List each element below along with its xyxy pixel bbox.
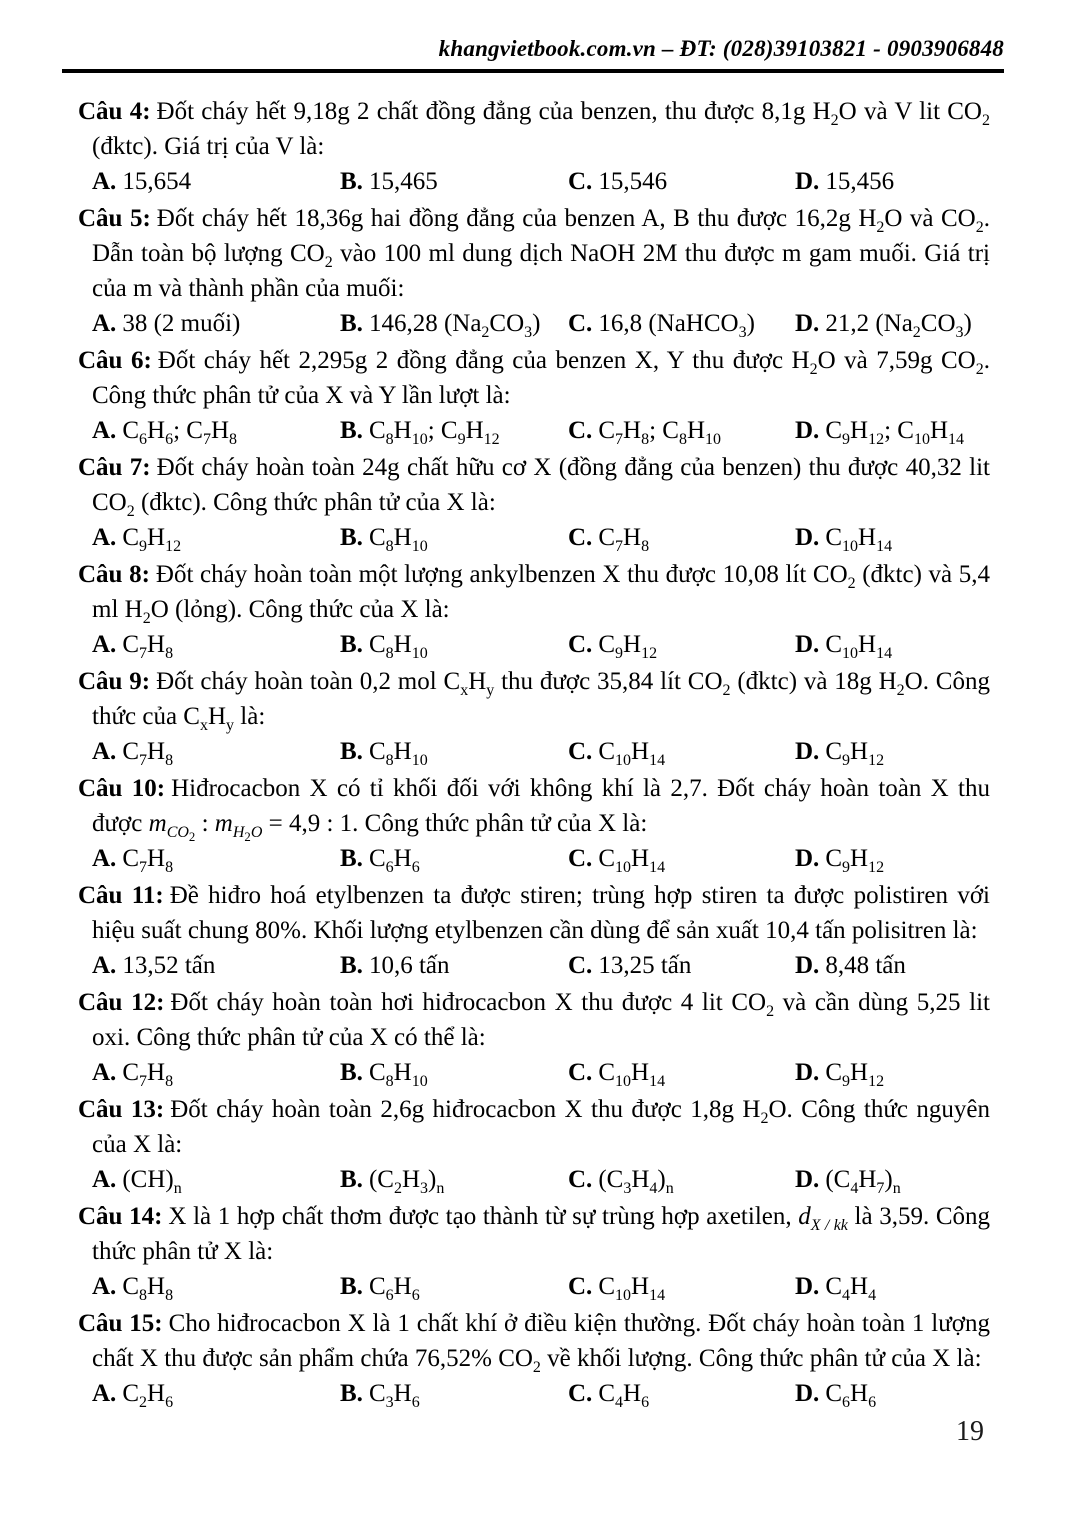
option-c [568,1055,795,1090]
option-d-letter: D. [795,310,820,337]
option-c-value: 13,25 tấn [598,952,692,979]
option-a-value: $C_7H_8$ [122,845,174,876]
option-b [340,164,568,199]
option-b [340,734,568,769]
option-a [92,1055,340,1090]
question-block [78,1306,990,1411]
option-a-value: $C_9H_{12}$ [122,524,182,555]
option-d-value: $C_{10}H_{14}$ [825,524,893,555]
question-block [78,878,990,983]
option-b-letter: B. [340,738,363,765]
option-b-letter: B. [340,845,363,872]
option-a-letter: A. [92,952,117,979]
question-block [78,557,990,662]
option-d-letter: D. [795,524,820,551]
question-text: Đốt cháy hoàn toàn hơi hiđrocacbon X thu được 4 lit $CO_2$ và cần dùng 5,25 lit oxi. Công thức phân tử của X có thể là: [92,989,990,1051]
options-row [78,734,990,769]
option-d [795,413,990,448]
question-paragraph [78,201,990,306]
option-c-letter: C. [568,845,593,872]
option-b [340,1269,568,1304]
options-row [78,1055,990,1090]
option-b-letter: B. [340,417,363,444]
option-c-value: $C_7H_8$; $C_8H_{10}$ [598,417,721,448]
question-label: Câu 14: [78,1203,163,1230]
option-d-value: 21,2 $(Na_2CO_3)$ [825,310,972,341]
option-b-value: $C_8H_{10}$; $C_9H_{12}$ [368,417,500,448]
option-a [92,520,340,555]
option-c-value: $C_9H_{12}$ [598,631,658,662]
option-a-letter: A. [92,1380,117,1407]
option-a-letter: A. [92,1059,117,1086]
options-row [78,1376,990,1411]
question-paragraph [78,1306,990,1376]
option-d [795,520,990,555]
question-block [78,664,990,769]
option-d-value: 8,48 tấn [825,952,906,979]
option-b-letter: B. [340,524,363,551]
question-paragraph [78,94,990,164]
option-c-letter: C. [568,1166,593,1193]
option-b-value: $C_8H_{10}$ [368,524,428,555]
option-b-letter: B. [340,1273,363,1300]
question-text: Đốt cháy hết 18,36g hai đồng đẳng của benzen A, B thu được 16,2g $H_2O$ và $CO_2$. Dẫn toàn bộ lượng $CO_2$ vào 100 ml dung dịch NaOH 2M thu được m gam muối. Giá trị của m và thành phần của muối: [92,205,990,302]
option-a-value: $C_7H_8$ [122,631,174,662]
option-d [795,948,990,983]
option-c-letter: C. [568,524,593,551]
option-a [92,1376,340,1411]
question-text: Cho hiđrocacbon X là 1 chất khí ở điều kiện thường. Đốt cháy hoàn toàn 1 lượng chất X thu được sản phẩm chứa 76,52% $CO_2$ về khối lượng. Công thức phân tử của X là: [92,1310,990,1376]
option-c [568,841,795,876]
option-b-letter: B. [340,310,363,337]
option-a-value: 38 (2 muối) [122,310,241,337]
option-b-value: $(C_2H_3)_n$ [368,1166,445,1197]
option-c-value: $C_{10}H_{14}$ [598,845,666,876]
option-a-value: 15,654 [122,168,192,195]
option-c [568,948,795,983]
option-d-letter: D. [795,738,820,765]
options-row [78,948,990,983]
option-b-letter: B. [340,952,363,979]
option-b [340,306,568,341]
option-d-value: $C_9H_{12}$ [825,845,885,876]
question-label: Câu 12: [78,989,165,1016]
option-c-letter: C. [568,952,593,979]
option-c [568,1269,795,1304]
option-b-value: 146,28 $(Na_2CO_3)$ [368,310,541,341]
option-b [340,627,568,662]
option-a [92,1162,340,1197]
option-a-letter: A. [92,738,117,765]
question-block [78,985,990,1090]
question-block [78,771,990,876]
option-a-value: $C_7H_8$ [122,738,174,769]
options-row [78,627,990,662]
options-row [78,841,990,876]
option-d-letter: D. [795,631,820,658]
question-text: X là 1 hợp chất thơm được tạo thành từ sự trùng hợp axetilen, $d_{X / kk}$ là 3,59. Công thức phân tử X là: [92,1203,990,1265]
question-block [78,450,990,555]
option-d-value: $C_4H_4$ [825,1273,877,1304]
option-d [795,1162,990,1197]
option-a-letter: A. [92,310,117,337]
option-b-value: $C_8H_{10}$ [368,631,428,662]
option-d [795,1055,990,1090]
option-a [92,164,340,199]
question-paragraph [78,450,990,520]
question-label: Câu 13: [78,1096,165,1123]
question-label: Câu 15: [78,1310,163,1337]
option-d-letter: D. [795,952,820,979]
option-a [92,306,340,341]
option-c [568,164,795,199]
option-d-letter: D. [795,1059,820,1086]
question-paragraph [78,771,990,845]
option-a [92,413,340,448]
option-c [568,520,795,555]
option-a-value: $C_8H_8$ [122,1273,174,1304]
option-c [568,627,795,662]
option-c-value: $C_{10}H_{14}$ [598,1273,666,1304]
option-c-letter: C. [568,1273,593,1300]
option-b-letter: B. [340,168,363,195]
question-paragraph [78,664,990,734]
option-c-value: 16,8 (NaHCO$_3$) [598,310,755,341]
option-a-letter: A. [92,417,117,444]
question-paragraph [78,557,990,627]
option-b-value: $C_3H_6$ [368,1380,420,1411]
option-d-value: $(C_4H_7)_n$ [825,1166,901,1197]
option-c [568,306,795,341]
option-d-value: 15,456 [825,168,895,195]
option-a-value: $(CH)_n$ [122,1166,182,1197]
option-d [795,734,990,769]
option-c-letter: C. [568,738,593,765]
option-d-letter: D. [795,168,820,195]
question-text: Đốt cháy hoàn toàn 2,6g hiđrocacbon X thu được 1,8g $H_2O$. Công thức nguyên của X là: [92,1096,990,1158]
question-block [78,1092,990,1197]
option-c [568,1376,795,1411]
option-c-value: $C_{10}H_{14}$ [598,738,666,769]
options-row [78,306,990,341]
option-b-letter: B. [340,1059,363,1086]
question-paragraph [78,1199,990,1269]
question-block [78,1199,990,1304]
question-label: Câu 11: [78,882,164,909]
option-a-value: $C_2H_6$ [122,1380,174,1411]
option-d-letter: D. [795,1380,820,1407]
question-label: Câu 4: [78,98,151,125]
option-c-value: $C_7H_8$ [598,524,650,555]
question-block [78,94,990,199]
question-block [78,201,990,341]
question-block [78,343,990,448]
options-row [78,164,990,199]
option-d [795,841,990,876]
option-d-letter: D. [795,1166,820,1193]
question-paragraph [78,878,990,948]
options-row [78,1162,990,1197]
option-a-letter: A. [92,524,117,551]
option-b [340,520,568,555]
question-paragraph [78,1092,990,1162]
option-c-letter: C. [568,168,593,195]
question-label: Câu 7: [78,454,151,481]
option-b-value: $C_6H_6$ [368,845,420,876]
option-c-letter: C. [568,417,593,444]
question-label: Câu 6: [78,347,152,374]
option-d-value: $C_{10}H_{14}$ [825,631,893,662]
option-b-value: 15,465 [368,168,438,195]
option-d [795,627,990,662]
question-text: Đốt cháy hết 9,18g 2 chất đồng đẳng của benzen, thu được 8,1g $H_2O$ và V lit $CO_2$ (đktc). Giá trị của V là: [92,98,990,160]
option-d [795,306,990,341]
option-a-letter: A. [92,845,117,872]
option-b-letter: B. [340,631,363,658]
option-d-letter: D. [795,417,820,444]
page-number: 19 [956,1416,984,1447]
header-rule [62,69,1004,73]
option-a-value: $C_7H_8$ [122,1059,174,1090]
question-text: Đốt cháy hoàn toàn một lượng ankylbenzen X thu được 10,08 lít $CO_2$ (đktc) và 5,4 ml $H_2O$ (lỏng). Công thức của X là: [92,561,990,627]
option-a [92,841,340,876]
option-d-value: $C_9H_{12}$ [825,1059,885,1090]
questions [78,94,990,1413]
option-b [340,1055,568,1090]
option-c-letter: C. [568,1059,593,1086]
option-d-letter: D. [795,1273,820,1300]
option-b-value: $C_6H_6$ [368,1273,420,1304]
option-c-value: $C_{10}H_{14}$ [598,1059,666,1090]
option-a-letter: A. [92,1166,117,1193]
option-b [340,1376,568,1411]
option-a-letter: A. [92,168,117,195]
options-row [78,520,990,555]
page-header: khangvietbook.com.vn – ĐT: (028)39103821 - 0903906848 [438,36,1004,61]
option-b [340,1162,568,1197]
question-label: Câu 8: [78,561,150,588]
option-b-letter: B. [340,1166,363,1193]
option-b-value: $C_8H_{10}$ [368,738,428,769]
options-row [78,1269,990,1304]
question-text: Đề hiđro hoá etylbenzen ta được stiren; trùng hợp stiren ta được polistiren với hiệu suất chung 80%. Khối lượng etylbenzen cần dùng để sản xuất 10,4 tấn polisitren là: [92,882,990,944]
question-paragraph [78,343,990,413]
option-a-value: 13,52 tấn [122,952,216,979]
question-text: Đốt cháy hết 2,295g 2 đồng đẳng của benzen X, Y thu được $H_2O$ và 7,59g $CO_2$. Công thức phân tử của X và Y lần lượt là: [92,347,990,409]
option-d-value: $C_6H_6$ [825,1380,877,1411]
option-d-value: $C_9H_{12}$; $C_{10}H_{14}$ [825,417,964,448]
option-b [340,413,568,448]
option-a-letter: A. [92,631,117,658]
option-a [92,1269,340,1304]
question-label: Câu 5: [78,205,151,232]
option-c [568,413,795,448]
option-a [92,734,340,769]
option-d-letter: D. [795,845,820,872]
option-c-letter: C. [568,310,593,337]
option-c-letter: C. [568,1380,593,1407]
option-a-value: $C_6H_6$; $C_7H_8$ [122,417,237,448]
option-d-value: $C_9H_{12}$ [825,738,885,769]
option-a [92,948,340,983]
options-row [78,413,990,448]
option-c-value: $(C_3H_4)_n$ [598,1166,674,1197]
question-text: Đốt cháy hoàn toàn 0,2 mol $C_xH_y$ thu được 35,84 lít $CO_2$ (đktc) và 18g $H_2O$. Công thức của $C_xH_y$ là: [92,668,990,734]
option-b-letter: B. [340,1380,363,1407]
question-text: Đốt cháy hoàn toàn 24g chất hữu cơ X (đồng đẳng của benzen) thu được 40,32 lit $CO_2$ (đktc). Công thức phân tử của X là: [92,454,990,520]
option-c [568,734,795,769]
option-c-letter: C. [568,631,593,658]
option-c-value: 15,546 [598,168,668,195]
option-a-letter: A. [92,1273,117,1300]
option-c [568,1162,795,1197]
option-b [340,948,568,983]
option-c-value: $C_4H_6$ [598,1380,650,1411]
question-label: Câu 10: [78,775,166,802]
option-b-value: $C_8H_{10}$ [368,1059,428,1090]
question-text: Hiđrocacbon X có tỉ khối đối với không khí là 2,7. Đốt cháy hoàn toàn X thu được $m_{CO_2}$ : $m_{H_2O} = 4,9$ : 1. Công thức phân tử của X là: [92,775,990,845]
option-d [795,1269,990,1304]
option-a [92,627,340,662]
option-b-value: 10,6 tấn [368,952,450,979]
question-paragraph [78,985,990,1055]
question-label: Câu 9: [78,668,151,695]
option-d [795,164,990,199]
option-b [340,841,568,876]
option-d [795,1376,990,1411]
